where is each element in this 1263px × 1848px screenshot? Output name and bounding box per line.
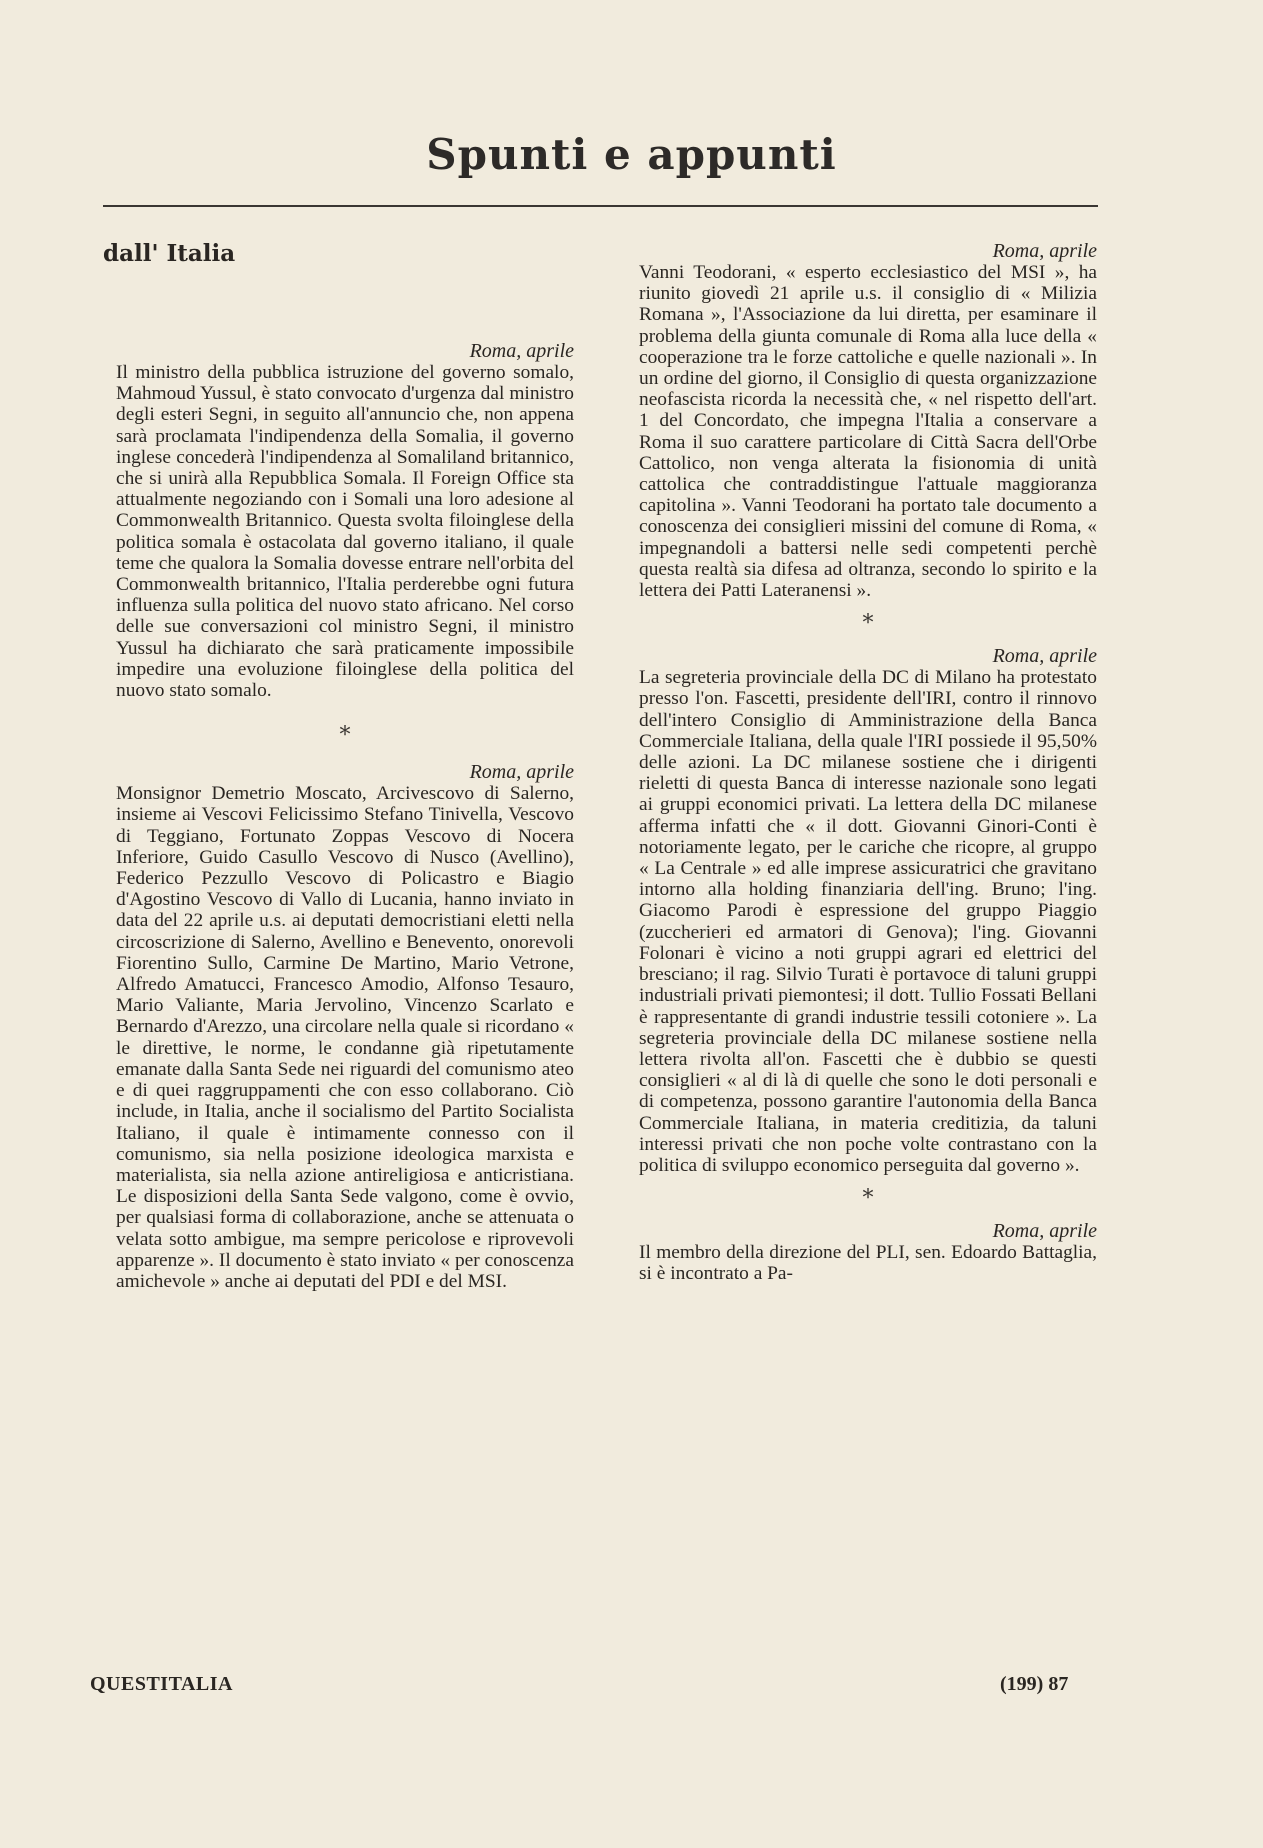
article-paragraph: Il ministro della pubblica istruzione del governo somalo, Mahmoud Yussul, è stato convocato d'urgenza dal ministro degli esteri Segni, in seguito all'annuncio che, non appena sarà proclamata l'indipendenza della Somalia, il governo inglese concederà l'indipendenza al Somaliland britannico, che si unirà alla Repubblica Somala. Il Foreign Office sta attualmente negoziando con i Somali una loro adesione al Commonwealth Britannico. Questa svolta filoinglese della politica somala è ostacolata dal governo italiano, il quale teme che qualora la Somalia dovesse entrare nell'orbita del Commonwealth britannico, l'Italia perderebbe ogni futura influenza sulla politica del nuovo stato africano. Nel corso delle sue conversazioni col ministro Segni, il ministro Yussul ha dichiarato che sarà praticamente impossibile impedire una evoluzione filoinglese della politica del nuovo stato somalo. [116,362,574,702]
article-paragraph: Il membro della direzione del PLI, sen. Edoardo Battaglia, si è incontrato a Pa- [639,1242,1097,1285]
dateline: Roma, aprile [992,1220,1097,1243]
article-paragraph: Vanni Teodorani, « esperto ecclesiastico del MSI », ha riunito giovedì 21 aprile u.s. il consiglio di « Milizia Romana », l'Associazione da lui diretta, per esaminare il problema della giunta comunale di Roma alla luce della « cooperazione tra le forze cattoliche e quelle nazionali ». In un ordine del giorno, il Consiglio di questa organizzazione neofascista ricorda la necessità che, « nel rispetto dell'art. 1 del Concordato, che impegna l'Italia a conservare a Roma il suo carattere particolare di Città Sacra dell'Orbe Cattolico, non venga alterata la fisionomia di unità cattolica che contraddistingue l'attuale maggioranza capitolina ». Vanni Teodorani ha portato tale documento a conoscenza dei consiglieri missini del comune di Roma, « impegnandoli a battersi nelle sedi competenti perchè questa realtà sia difesa ad oltranza, secondo lo spirito e la lettera dei Patti Lateranensi ». [639,262,1097,602]
right-column [639,240,1097,1285]
title-rule [103,205,1098,207]
article-paragraph: La segreteria provinciale della DC di Milano ha protestato presso l'on. Fascetti, presidente dell'IRI, contro il rinnovo dell'intero Consiglio di Amministrazione della Banca Commerciale Italiana, della quale l'IRI possiede il 95,50% delle azioni. La DC milanese sostiene che i dirigenti rieletti di questa Banca di interesse nazionale sono legati ai gruppi economici privati. La lettera della DC milanese afferma infatti che « il dott. Giovanni Ginori-Conti è notoriamente legato, per le cariche che ricopre, al gruppo « La Centrale » ed alle imprese assicuratrici che gravitano intorno alla holding finanziaria dell'ing. Bruno; l'ing. Giacomo Parodi è espressione del gruppo Piaggio (zuccherieri ed armatori di Genova); l'ing. Giovanni Folonari è vicino a noti gruppi agrari ed elettrici del bresciano; il rag. Silvio Turati è portavoce di taluni gruppi industriali privati piemontesi; il dott. Tullio Fossati Bellani è rappresentante di grandi industrie tessili cotoniere ». La segreteria provinciale della DC milanese sostiene nella lettera rivolta all'on. Fascetti che è dubbio se questi consiglieri « al di là di quelle che sono le doti personali e di competenza, possono garantire l'autonomia della Banca Commerciale Italiana, in materia creditizia, da taluni interessi privati che non poche volte contrastano con la politica di sviluppo economico perseguita dal governo ». [639,667,1097,1176]
dateline: Roma, aprile [992,240,1097,262]
separator-asterisk: * [862,611,874,637]
section-heading: dall' Italia [103,240,236,267]
separator-asterisk: * [339,723,351,749]
publication-name: QUESTITALIA [90,1673,233,1695]
dateline: Roma, aprile [469,340,574,362]
dateline: Roma, aprile [992,645,1097,668]
dateline: Roma, aprile [469,761,574,784]
page-number: (199) 87 [1000,1673,1069,1695]
article-paragraph: Monsignor Demetrio Moscato, Arcivescovo di Salerno, insieme ai Vescovi Felicissimo Stefano Tinivella, Vescovo di Teggiano, Fortunato Zoppas Vescovo di Nocera Inferiore, Guido Casullo Vescovo di Nusco (Avellino), Federico Pezzullo Vescovo di Policastro e Biagio d'Agostino Vescovo di Vallo di Lucania, hanno inviato in data del 22 aprile u.s. ai deputati democristiani eletti nella circoscrizione di Salerno, Avellino e Benevento, onorevoli Fiorentino Sullo, Carmine De Martino, Mario Vetrone, Alfredo Amatucci, Francesco Amodio, Alfonso Tesauro, Mario Valiante, Maria Jervolino, Vincenzo Scarlato e Bernardo d'Arezzo, una circolare nella quale si ricordano « le direttive, le norme, le condanne già ripetutamente emanate dalla Santa Sede nei riguardi del comunismo ateo e di quei raggruppamenti che con esso collaborano. Ciò include, in Italia, anche il socialismo del Partito Socialista Italiano, il quale è intimamente connesso con il comunismo, sia nella posizione ideologica marxista e materialista, sia nella azione antireligiosa e anticristiana. Le disposizioni della Santa Sede valgono, come è ovvio, per qualsiasi forma di collaborazione, anche se attenuata o velata sotto ambigue, ma sempre pericolose e riprovevoli apparenze ». Il documento è stato inviato « per conoscenza amichevole » anche ai deputati del PDI e del MSI. [116,783,574,1292]
page-title: Spunti e appunti [426,130,837,179]
left-column [116,340,574,1292]
separator-asterisk: * [862,1186,874,1212]
